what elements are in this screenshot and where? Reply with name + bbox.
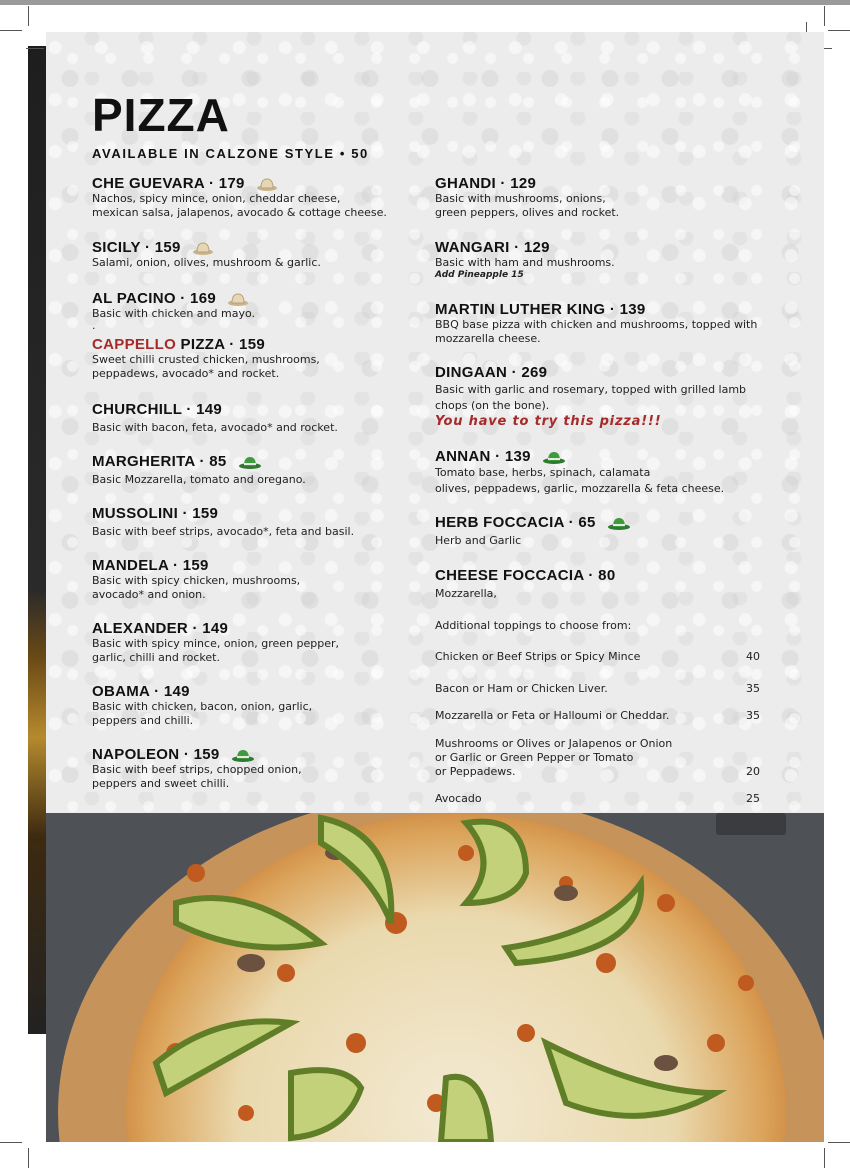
menu-item-alexander: ALEXANDER · 149 Basic with spicy mince, onion, green pepper, garlic, chilli and rocket.	[92, 620, 340, 664]
chef-hat-icon	[227, 292, 249, 306]
menu-item-sicily: SICILY · 159 Salami, onion, olives, mushroom & garlic.	[92, 239, 321, 269]
recommendation-text: You have to try this pizza!!!	[435, 414, 662, 429]
menu-item-martin-luther-king: MARTIN LUTHER KING · 139 BBQ base pizza with chicken and mushrooms, topped with mozzarella cheese.	[435, 301, 758, 345]
crop-mark	[0, 30, 22, 31]
menu-item-ghandi: GHANDI · 129 Basic with mushrooms, onions, green peppers, olives and rocket.	[435, 175, 620, 219]
crop-mark	[28, 1148, 29, 1168]
menu-item-cheese-foccacia: CHEESE FOCCACIA · 80 Mozzarella,	[435, 567, 616, 600]
bleed-strip	[28, 46, 46, 1034]
page-title: PIZZA	[92, 89, 230, 141]
menu-item-churchill: CHURCHILL · 149 Basic with bacon, feta, avocado* and rocket.	[92, 401, 338, 434]
menu-item-herb-foccacia: HERB FOCCACIA · 65 Herb and Garlic	[435, 512, 775, 548]
pizza-photo	[46, 813, 824, 1142]
crop-mark	[828, 30, 850, 31]
topping-row: Avocado 25	[435, 792, 760, 805]
green-hat-icon	[542, 450, 566, 464]
green-hat-icon	[238, 455, 262, 469]
topping-row: Chicken or Beef Strips or Spicy Mince 40	[435, 650, 760, 663]
menu-item-margherita: MARGHERITA · 85 Basic Mozzarella, tomato and oregano.	[92, 453, 306, 486]
crop-mark	[824, 1148, 825, 1168]
toppings-intro: Additional toppings to choose from:	[435, 619, 632, 632]
crop-mark	[0, 1142, 22, 1143]
calzone-note: AVAILABLE IN CALZONE STYLE • 50	[92, 146, 369, 161]
topping-row: Mushrooms or Olives or Jalapenos or Onion or Garlic or Green Pepper or Tomato or Peppadews. 20	[435, 737, 760, 778]
menu-item-al-pacino: AL PACINO · 169 Basic with chicken and mayo. .	[92, 290, 255, 332]
crop-mark	[28, 6, 29, 26]
topping-row: Mozzarella or Feta or Halloumi or Cheddar. 35	[435, 709, 760, 722]
crop-mark	[26, 48, 44, 49]
menu-item-dingaan: DINGAAN · 269 Basic with garlic and rosemary, topped with grilled lamb chops (on the bone). You have to try this pizza!!!	[435, 362, 775, 429]
top-border	[0, 0, 850, 5]
pizza-illustration	[46, 813, 824, 1142]
chef-hat-icon	[256, 177, 278, 191]
topping-row: Bacon or Ham or Chicken Liver. 35	[435, 682, 760, 695]
menu-item-napoleon: NAPOLEON · 159 Basic with beef strips, chopped onion, peppers and sweet chilli.	[92, 746, 302, 790]
menu-item-che-guevara: CHE GUEVARA · 179 Nachos, spicy mince, onion, cheddar cheese, mexican salsa, jalapenos, avocado & cottage cheese.	[92, 175, 387, 219]
menu-item-mandela: MANDELA · 159 Basic with spicy chicken, mushrooms, avocado* and onion.	[92, 557, 301, 601]
chef-hat-icon	[192, 241, 214, 255]
green-hat-icon	[231, 748, 255, 762]
crop-mark	[824, 6, 825, 26]
crop-mark	[828, 1142, 850, 1143]
green-hat-icon	[607, 516, 631, 530]
menu-item-obama: OBAMA · 149 Basic with chicken, bacon, onion, garlic, peppers and chilli.	[92, 683, 313, 727]
menu-item-annan: ANNAN · 139 Tomato base, herbs, spinach, calamata olives, peppadews, garlic, mozzarella & feta cheese.	[435, 448, 725, 495]
menu-item-cappello-pizza: CAPPELLO PIZZA · 159 Sweet chilli crusted chicken, mushrooms, peppadews, avocado* and rocket.	[92, 336, 320, 380]
menu-item-mussolini: MUSSOLINI · 159 Basic with beef strips, avocado*, feta and basil.	[92, 505, 355, 538]
menu-item-wangari: WANGARI · 129 Basic with ham and mushrooms. Add Pineapple 15	[435, 239, 615, 280]
